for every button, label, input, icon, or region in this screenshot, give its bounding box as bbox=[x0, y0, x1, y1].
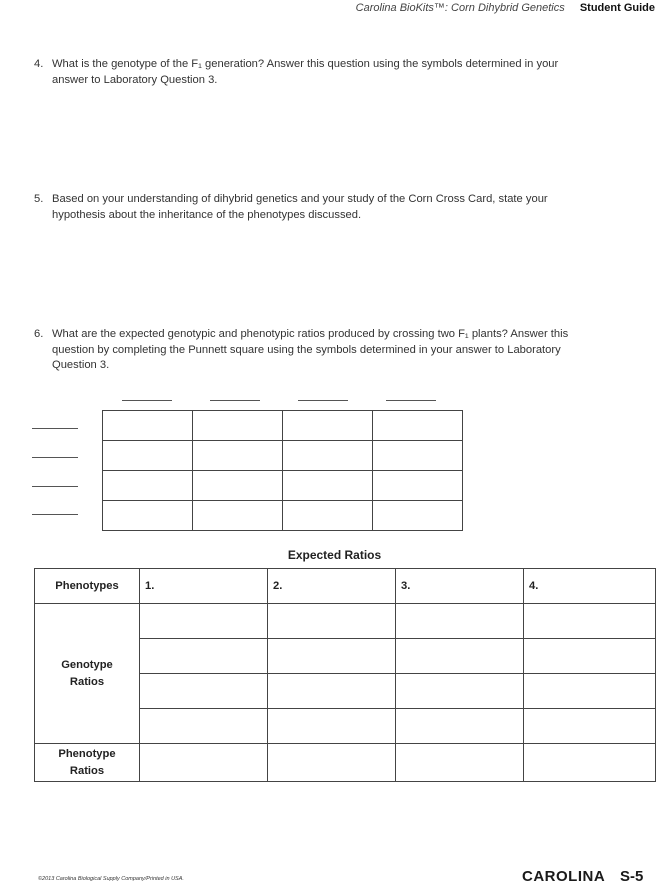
phenotype-column-3: 3. bbox=[396, 569, 524, 604]
punnett-cell[interactable] bbox=[193, 471, 283, 501]
phenotypes-header: Phenotypes bbox=[35, 569, 140, 604]
question-number: 6. bbox=[34, 328, 44, 340]
phenotype-ratios-label bbox=[35, 744, 140, 782]
phenotype-ratio-cell[interactable] bbox=[268, 744, 396, 782]
genotype-label-line: Ratios bbox=[69, 675, 105, 688]
phenotype-label-line: Ratios bbox=[69, 764, 105, 777]
header-guide-label: Student Guide bbox=[579, 2, 655, 14]
genotype-ratio-cell[interactable] bbox=[396, 709, 524, 744]
genotype-ratio-cell[interactable] bbox=[524, 674, 656, 709]
allele-blank-col-4[interactable] bbox=[386, 400, 436, 401]
allele-blank-col-2[interactable] bbox=[210, 400, 260, 401]
phenotype-label-line: Phenotype bbox=[58, 747, 116, 760]
allele-blank-row-2[interactable] bbox=[32, 457, 78, 458]
expected-ratios-caption: Expected Ratios bbox=[287, 548, 382, 562]
question-text-line: question by completing the Punnett square using the symbols determined in your answer to Laboratory bbox=[52, 343, 561, 356]
question-4 bbox=[34, 57, 644, 88]
punnett-cell[interactable] bbox=[373, 411, 463, 441]
phenotype-column-1: 1. bbox=[140, 569, 268, 604]
phenotype-ratio-cell[interactable] bbox=[396, 744, 524, 782]
punnett-row bbox=[103, 411, 463, 441]
genotype-ratio-cell[interactable] bbox=[524, 639, 656, 674]
punnett-cell[interactable] bbox=[373, 471, 463, 501]
genotype-ratio-cell[interactable] bbox=[396, 674, 524, 709]
carolina-logo: CAROLINA bbox=[522, 868, 606, 885]
punnett-cell[interactable] bbox=[103, 471, 193, 501]
header-brand: Carolina BioKits™: Corn Dihybrid Genetics bbox=[355, 2, 565, 14]
punnett-cell[interactable] bbox=[373, 501, 463, 531]
phenotype-column-4: 4. bbox=[524, 569, 656, 604]
genotype-ratio-cell[interactable] bbox=[396, 639, 524, 674]
punnett-cell[interactable] bbox=[193, 441, 283, 471]
allele-blank-row-4[interactable] bbox=[32, 514, 78, 515]
question-text-line: answer to Laboratory Question 3. bbox=[52, 73, 218, 86]
question-number: 4. bbox=[34, 58, 44, 70]
genotype-ratio-cell[interactable] bbox=[268, 604, 396, 639]
punnett-row bbox=[103, 501, 463, 531]
allele-blank-row-3[interactable] bbox=[32, 486, 78, 487]
punnett-cell[interactable] bbox=[283, 501, 373, 531]
question-text-line: hypothesis about the inheritance of the phenotypes discussed. bbox=[52, 208, 362, 221]
expected-ratios-table bbox=[34, 568, 656, 782]
question-text-line: Question 3. bbox=[52, 359, 110, 371]
punnett-square bbox=[102, 410, 463, 531]
ratios-header-row bbox=[35, 569, 656, 604]
genotype-ratio-cell[interactable] bbox=[268, 639, 396, 674]
punnett-cell[interactable] bbox=[193, 411, 283, 441]
punnett-cell[interactable] bbox=[103, 441, 193, 471]
allele-blank-col-3[interactable] bbox=[298, 400, 348, 401]
punnett-cell[interactable] bbox=[373, 441, 463, 471]
allele-blank-col-1[interactable] bbox=[122, 400, 172, 401]
genotype-ratios-label bbox=[35, 604, 140, 744]
genotype-ratio-cell[interactable] bbox=[524, 604, 656, 639]
punnett-cell[interactable] bbox=[283, 441, 373, 471]
question-5 bbox=[34, 192, 644, 223]
genotype-ratio-cell[interactable] bbox=[140, 604, 268, 639]
genotype-ratio-cell[interactable] bbox=[268, 709, 396, 744]
phenotype-ratio-cell[interactable] bbox=[140, 744, 268, 782]
phenotype-column-2: 2. bbox=[268, 569, 396, 604]
question-6 bbox=[34, 327, 644, 374]
phenotype-ratio-row bbox=[35, 744, 656, 782]
phenotype-ratio-cell[interactable] bbox=[524, 744, 656, 782]
genotype-ratio-cell[interactable] bbox=[396, 604, 524, 639]
punnett-cell[interactable] bbox=[283, 471, 373, 501]
page-header bbox=[356, 2, 655, 14]
genotype-row bbox=[35, 604, 656, 639]
punnett-cell[interactable] bbox=[193, 501, 283, 531]
genotype-ratio-cell[interactable] bbox=[140, 674, 268, 709]
genotype-label-line: Genotype bbox=[61, 658, 113, 671]
punnett-row bbox=[103, 471, 463, 501]
punnett-cell[interactable] bbox=[103, 411, 193, 441]
genotype-ratio-cell[interactable] bbox=[140, 639, 268, 674]
copyright-notice: ©2013 Carolina Biological Supply Company/Printed in USA. bbox=[38, 876, 184, 882]
page-number: S-5 bbox=[620, 868, 644, 885]
genotype-ratio-cell[interactable] bbox=[268, 674, 396, 709]
genotype-ratio-cell[interactable] bbox=[140, 709, 268, 744]
question-text-line: What are the expected genotypic and phenotypic ratios produced by crossing two F₁ plants? Answer this bbox=[52, 328, 569, 340]
question-text-line: What is the genotype of the F₁ generation? Answer this question using the symbols determined in your bbox=[52, 58, 559, 70]
question-number: 5. bbox=[34, 193, 44, 205]
punnett-cell[interactable] bbox=[103, 501, 193, 531]
allele-blank-row-1[interactable] bbox=[32, 428, 78, 429]
genotype-ratio-cell[interactable] bbox=[524, 709, 656, 744]
question-text-line: Based on your understanding of dihybrid genetics and your study of the Corn Cross Card, state your bbox=[52, 193, 548, 205]
punnett-cell[interactable] bbox=[283, 411, 373, 441]
punnett-row bbox=[103, 441, 463, 471]
